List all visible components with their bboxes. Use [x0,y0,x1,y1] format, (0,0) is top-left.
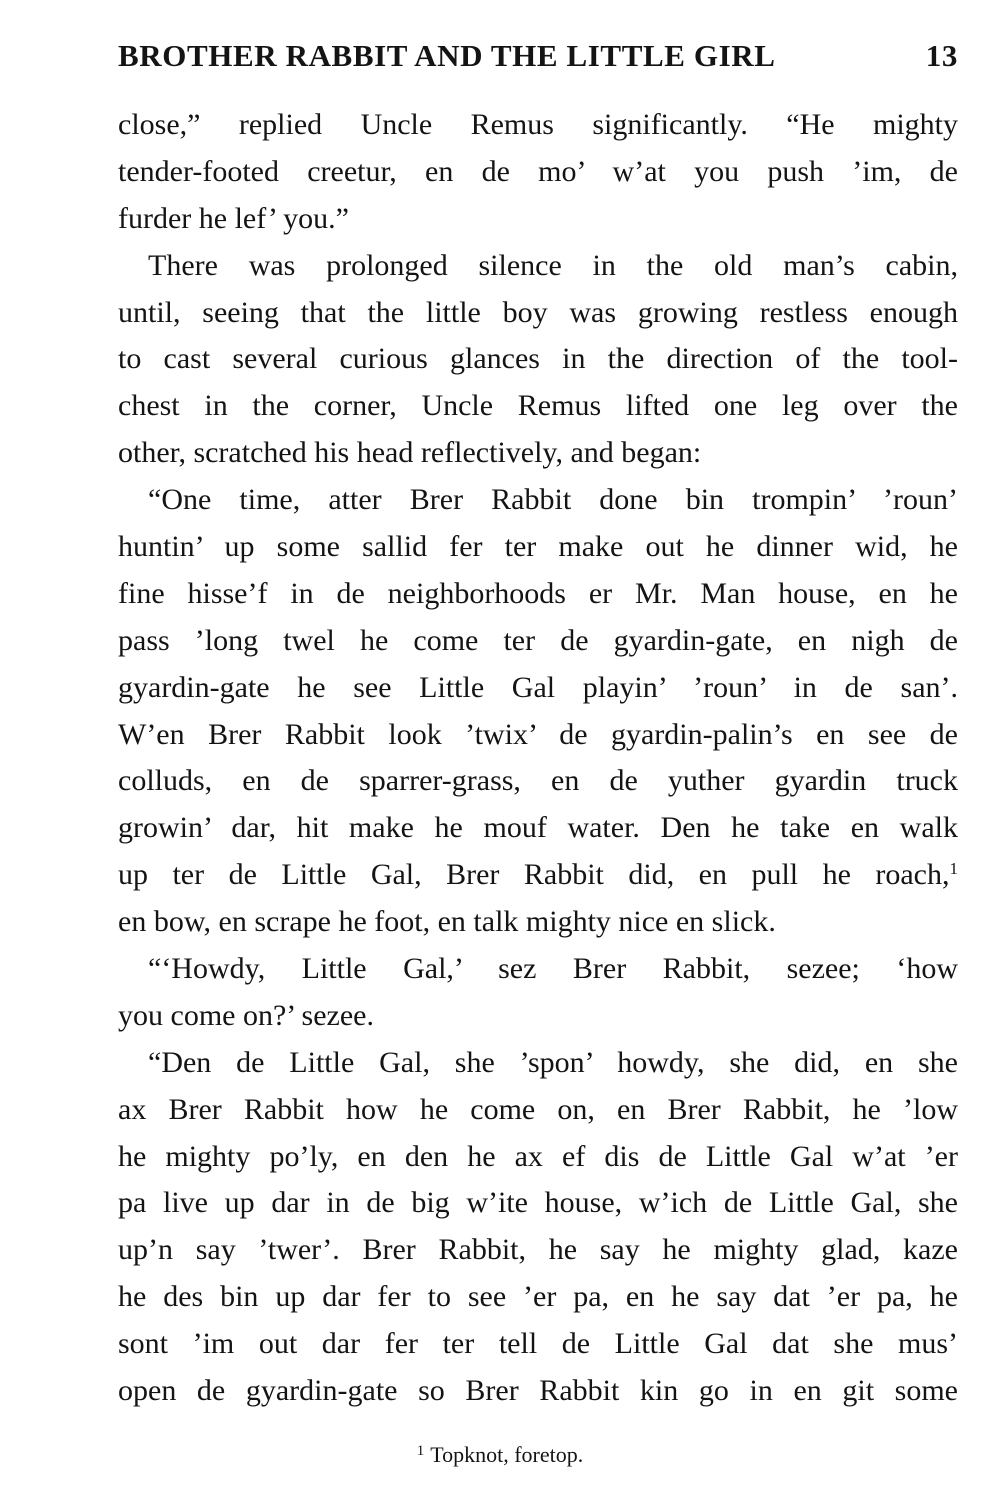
running-head [118,34,958,78]
text-line: chest in the corner, Uncle Remus lifted one leg over the [118,389,958,423]
footnote-reference: 1 [949,859,958,879]
text-line: “One time, atter Brer Rabbit done bin trompin’ ’roun’ [148,483,958,517]
text-line: There was prolonged silence in the old man’s cabin, [148,248,958,282]
text-line: up’n say ’twer’. Brer Rabbit, he say he mighty glad, kaze [118,1233,958,1267]
text-line: colluds, en de sparrer-grass, en de yuther gyardin truck [118,764,958,798]
text-line: “‘Howdy, Little Gal,’ sez Brer Rabbit, sezee; ‘how [148,952,958,986]
body-text [118,102,958,1415]
text-line: pa live up dar in de big w’ite house, w’ich de Little Gal, she [118,1186,958,1220]
footnote-mark: 1 [416,1443,425,1459]
text-line: close,” replied Uncle Remus significantly. “He mighty [118,108,958,141]
text-line: to cast several curious glances in the direction of the tool- [118,342,958,376]
footnote [0,1436,1000,1470]
chapter-title: BROTHER RABBIT AND THE LITTLE GIRL [118,38,776,73]
page-number: 13 [925,38,958,73]
text-line: tender-footed creetur, en de mo’ w’at you push ’im, de [118,154,958,188]
text-line: growin’ dar, hit make he mouf water. Den he take en walk [118,811,958,845]
text-line: fine hisse’f in de neighborhoods er Mr. Man house, en he [118,576,958,610]
text-line: gyardin-gate he see Little Gal playin’ ’roun’ in de san’. [118,670,958,704]
text-line: huntin’ up some sallid fer ter make out he dinner wid, he [118,530,958,564]
text-line: en bow, en scrape he foot, en talk mighty nice en slick. [118,905,776,939]
text-line: ax Brer Rabbit how he come on, en Brer Rabbit, he ’low [118,1092,958,1126]
text-line: until, seeing that the little boy was growing restless enough [118,295,958,329]
text-line: pass ’long twel he come ter de gyardin-gate, en nigh de [118,623,958,657]
text-line: sont ’im out dar fer ter tell de Little Gal dat she mus’ [118,1327,958,1361]
text-line: he mighty po’ly, en den he ax ef dis de Little Gal w’at ’er [118,1139,958,1173]
text-line: furder he lef’ you.” [118,201,349,235]
text-line: you come on?’ sezee. [118,998,374,1032]
text-line: open de gyardin-gate so Brer Rabbit kin go in en git some [118,1374,958,1408]
footnote-text: Topknot, foretop. [430,1442,584,1467]
text-line: other, scratched his head reflectively, and began: [118,436,702,470]
text-line: W’en Brer Rabbit look ’twix’ de gyardin-palin’s en see de [118,717,958,751]
text-line: “Den de Little Gal, she ’spon’ howdy, she did, en she [148,1045,958,1079]
text-line [118,852,958,899]
text-line: he des bin up dar fer to see ’er pa, en he say dat ’er pa, he [118,1280,958,1314]
text-line-content: up ter de Little Gal, Brer Rabbit did, en pull he roach, [118,858,950,892]
